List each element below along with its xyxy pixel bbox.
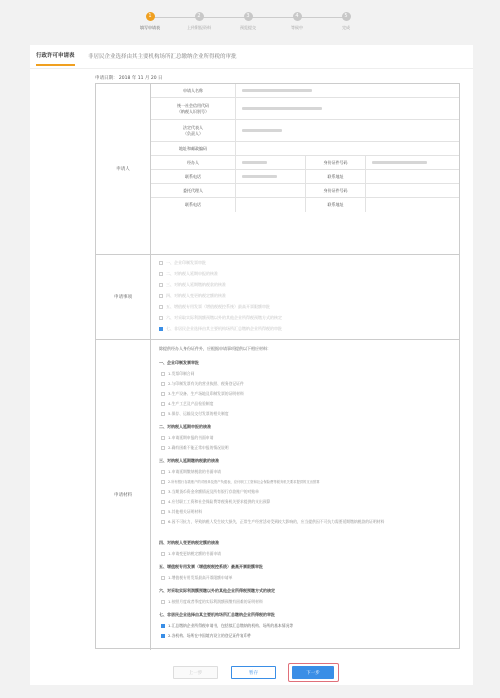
matter-option-4[interactable]: 四、对纳税人变更纳税定额的核准 <box>159 293 226 299</box>
applicant-section <box>151 84 459 255</box>
matter-checkbox-1[interactable] <box>159 261 163 265</box>
delegate-address-label: 联系地址 <box>306 198 366 212</box>
credit-code-value <box>236 98 459 119</box>
next-button-highlight <box>288 663 339 682</box>
material-3-6[interactable]: 6.因不可抗力，导致纳税人发生较大损失，正常生产经营活动受到较大影响的，应当提供因不可抗力需要延期缴纳税款的证明材料 <box>161 519 456 525</box>
material-checkbox[interactable] <box>161 436 165 440</box>
credit-code-row <box>151 98 459 120</box>
matter-checkbox-4[interactable] <box>159 294 163 298</box>
contact-address-value <box>366 170 459 183</box>
applicant-name-value <box>236 84 459 97</box>
material-checkbox[interactable] <box>161 600 165 604</box>
step-3-label: 预览提交 <box>240 25 256 30</box>
contact-address-label: 联系地址 <box>306 170 366 183</box>
agent-value <box>236 156 306 169</box>
apply-date: 申请日期： 2018 年 11 月 20 日 <box>95 76 163 81</box>
materials-intro: 除提供经办人身份证件外，应根据申请事项提供以下相应材料： <box>159 346 271 351</box>
material-checkbox[interactable] <box>161 480 165 484</box>
material-group-4-title: 四、对纳税人变更纳税定额的核准 <box>159 540 219 545</box>
step-4-number: 4 <box>293 12 302 21</box>
credit-code-label: 统一社会信用代码 （纳税人识别号） <box>151 98 236 119</box>
matter-option-2[interactable]: 二、对纳税人延期申报的核准 <box>159 271 218 277</box>
tab-application-form[interactable]: 行政许可申请表 <box>36 51 75 66</box>
delegate-row <box>151 184 459 198</box>
phone-row <box>151 170 459 184</box>
save-draft-button[interactable]: 暂存 <box>231 666 276 679</box>
delegate-label: 委托代理人 <box>151 184 236 197</box>
material-1-3[interactable]: 3.生产设备、生产场地及印制发票的证明材料 <box>161 391 244 397</box>
material-1-4[interactable]: 4.生产工艺及产品检验制度 <box>161 401 213 407</box>
matters-section-label: 申请事项 <box>96 255 151 340</box>
agent-row <box>151 156 459 170</box>
material-group-7-title: 七、非居民企业选择由其主要机构场所汇总缴纳企业所得税的审批 <box>159 612 275 617</box>
material-3-4[interactable]: 4.应付职工工资和社会保险费等税务机关要求提供的支出预算 <box>161 499 270 505</box>
material-5-1[interactable]: 1.增值税专用发票最高开票限额申请单 <box>161 575 232 581</box>
prev-button[interactable]: 上一步 <box>173 666 218 679</box>
address-row <box>151 142 459 156</box>
material-3-1[interactable]: 1.申请延期缴纳税款的书面申请 <box>161 469 221 475</box>
matter-option-1[interactable]: 一、企业印制发票审批 <box>159 260 206 266</box>
material-4-1[interactable]: 1.申请变更纳税定额的书面申请 <box>161 551 221 557</box>
material-checkbox[interactable] <box>161 576 165 580</box>
material-group-5-title: 五、增值税专用发票（增值税税控系统）最高开票限额审批 <box>159 564 263 569</box>
material-1-2[interactable]: 2.与印制发票有关的营业执照、税务登记证件 <box>161 381 244 387</box>
materials-section-label: 申请材料 <box>96 340 151 650</box>
address-label: 地址和邮政编码 <box>151 142 236 155</box>
matter-option-3[interactable]: 三、对纳税人延期缴纳税款的核准 <box>159 282 226 288</box>
page-title: 非居民企业选择由其主要机构场所汇总缴纳企业所得税的审批 <box>88 54 237 60</box>
applicant-name-label: 申请人名称 <box>151 84 236 97</box>
material-checkbox[interactable] <box>161 412 165 416</box>
delegate-id-label: 身份证件号码 <box>306 184 366 197</box>
material-group-6-title: 六、对采取实际利润额预缴以外的其他企业所得税预缴方式的核定 <box>159 588 275 593</box>
material-2-2[interactable]: 2.确有困难不能正常申报的情况说明 <box>161 445 229 451</box>
material-checkbox[interactable] <box>161 490 165 494</box>
matter-checkbox-5[interactable] <box>159 305 163 309</box>
material-checkbox[interactable] <box>161 372 165 376</box>
material-group-2-title: 二、对纳税人延期申报的核准 <box>159 424 211 429</box>
agent-id-label: 身份证件号码 <box>306 156 366 169</box>
delegate-id-value <box>366 184 459 197</box>
material-group-3-title: 三、对纳税人延期缴纳税款的核准 <box>159 458 219 463</box>
step-5-number: 5 <box>342 12 351 21</box>
delegate-value <box>236 184 306 197</box>
material-checkbox-checked[interactable] <box>161 624 165 628</box>
matter-option-6[interactable]: 六、对采取实际利润额预缴以外的其他企业所得税预缴方式的核定 <box>159 315 282 321</box>
step-2-label: 上传附报资料 <box>187 25 211 30</box>
material-checkbox[interactable] <box>161 520 165 524</box>
material-7-2[interactable]: 2.各机构、场所在中国境内设立的登记证件复印件 <box>161 633 251 639</box>
delegate-phone-label: 联系电话 <box>151 198 236 212</box>
step-1-label: 填写申请表 <box>140 25 160 30</box>
applicant-name-row <box>151 84 459 98</box>
material-3-3[interactable]: 3.当期货币资金余额情况及所有银行存款账户的对账单 <box>161 489 259 495</box>
matter-checkbox-3[interactable] <box>159 283 163 287</box>
legal-rep-row <box>151 120 459 142</box>
matter-option-5[interactable]: 五、增值税专用发票（增值税税控系统）最高开票限额审批 <box>159 304 270 310</box>
material-1-5[interactable]: 5.保存、运输及交付发票的相关制度 <box>161 411 229 417</box>
agent-label: 经办人 <box>151 156 236 169</box>
material-checkbox-checked[interactable] <box>161 634 165 638</box>
material-3-2[interactable]: 2.所有银行存款账户的对账单及资产负债表、应付职工工资和社会保险费等税务机关要求提供的支出预算 <box>161 479 320 484</box>
material-checkbox[interactable] <box>161 382 165 386</box>
matter-option-7[interactable]: 七、非居民企业选择由其主要机构场所汇总缴纳企业所得税的审批 <box>159 326 282 332</box>
legal-rep-value <box>236 120 459 141</box>
matter-checkbox-7[interactable] <box>159 327 163 331</box>
tab-bar <box>30 45 473 69</box>
address-value <box>236 142 459 155</box>
step-2-number: 2 <box>195 12 204 21</box>
delegate-phone-value <box>236 198 306 212</box>
material-6-1[interactable]: 1.按照月度或者季度的实际利润额预缴有困难的证明材料 <box>161 599 263 605</box>
matter-checkbox-6[interactable] <box>159 316 163 320</box>
progress-stepper <box>118 12 378 38</box>
matters-section <box>151 255 459 340</box>
application-form-table <box>95 83 460 649</box>
material-3-5[interactable]: 5.其他相关证明材料 <box>161 509 202 515</box>
step-1-number: 1 <box>146 12 155 21</box>
applicant-section-label: 申请人 <box>96 84 151 255</box>
step-5 <box>316 12 376 31</box>
material-checkbox[interactable] <box>161 446 165 450</box>
next-button[interactable]: 下一步 <box>292 666 334 679</box>
material-7-1[interactable]: 1.汇总缴纳企业所得税申请书，包括拟汇总缴纳的机构、场所的基本情况等 <box>161 623 293 629</box>
delegate-address-value <box>366 198 459 212</box>
delegate-contact-row <box>151 198 459 212</box>
application-card <box>30 45 473 685</box>
material-checkbox[interactable] <box>161 500 165 504</box>
material-checkbox[interactable] <box>161 392 165 396</box>
materials-section <box>151 340 459 650</box>
material-group-1-title: 一、企业印制发票审批 <box>159 360 199 365</box>
material-1-1[interactable]: 1.发票印制合同 <box>161 371 194 377</box>
material-checkbox[interactable] <box>161 552 165 556</box>
step-4-label: 等候中 <box>291 25 303 30</box>
step-5-label: 完成 <box>342 25 350 30</box>
material-2-1[interactable]: 1.申请延期申报的书面申请 <box>161 435 213 441</box>
material-checkbox[interactable] <box>161 470 165 474</box>
agent-id-value <box>366 156 459 169</box>
material-checkbox[interactable] <box>161 402 165 406</box>
phone-label: 联系电话 <box>151 170 236 183</box>
material-checkbox[interactable] <box>161 510 165 514</box>
step-3-number: 3 <box>244 12 253 21</box>
matter-checkbox-2[interactable] <box>159 272 163 276</box>
legal-rep-label: 法定代表人 （负责人） <box>151 120 236 141</box>
phone-value <box>236 170 306 183</box>
